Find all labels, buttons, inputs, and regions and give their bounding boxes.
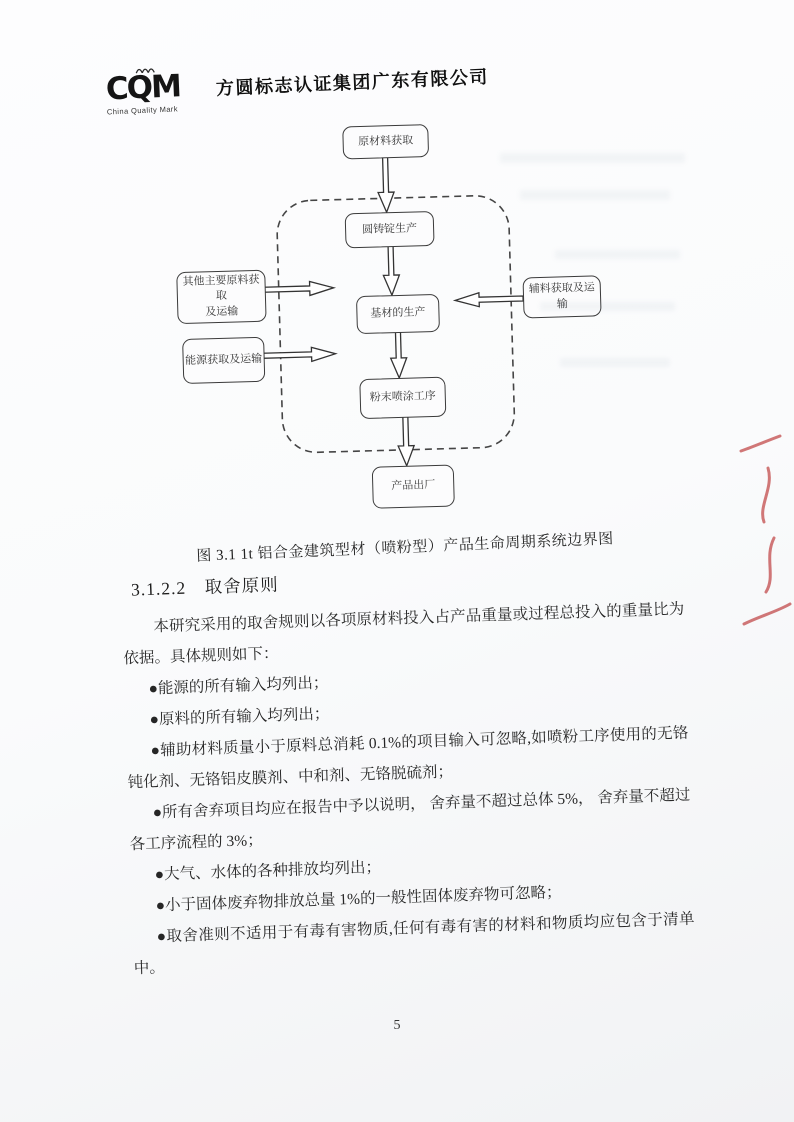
figure-caption: 图 3.1 1t 铝合金建筑型材（喷粉型）产品生命周期系统边界图 [196,531,615,565]
cqm-logo [105,70,205,116]
logo-acronym: CQM [105,68,181,108]
node-auxiliary-materials-transport: 辅料获取及运输 [522,275,601,318]
red-ink-marks [736,426,794,644]
bleed-through-artifact [520,190,670,200]
bullet-item: ●能源的所有输入均列出； [148,674,329,698]
arrow-down-1 [377,156,395,212]
arrow-right-other-materials [264,281,334,297]
node-round-ingot-production: 圆铸锭生产 [345,211,435,248]
company-header [105,54,586,117]
bleed-through-artifact [560,358,670,367]
bleed-through-artifact [540,302,675,311]
company-name: 方圆标志认证集团广东有限公司 [215,66,490,99]
node-raw-material-acquisition: 原材料获取 [342,124,429,159]
bullet-item: ●辅助材料质量小于原料总消耗 0.1%的项目输入可忽略,如喷粉工序使用的无铬钝化剂、无铬铝皮膜剂、中和剂、无铬脱硫剂； [127,724,689,792]
bleed-through-artifact [500,153,685,163]
page-number: 5 [393,1018,401,1033]
bullet-item: ●大气、水体的各种排放均列出； [154,858,382,884]
arrow-right-energy [262,347,335,363]
node-base-material-production: 基材的生产 [356,294,440,334]
section-body [122,594,696,984]
node-other-main-materials-transport: 其他主要原料获取 及运输 [176,270,266,324]
section-heading: 3.1.2.2 取舍原则 [130,574,279,600]
bullet-item: ●所有舍弃项目均应在报告中予以说明， 舍弃量不超过总体 5%， 舍弃量不超过各工序流程的 3%； [129,786,691,854]
crown-icon [135,64,157,74]
intro-paragraph: 本研究采用的取舍规则以各项原材料投入占产品重量或过程总投入的重量比为依据。具体规则如下： [123,600,685,668]
lifecycle-flowchart [124,111,671,556]
bleed-through-artifact [555,250,680,259]
bullet-item: ●取舍准则不适用于有毒有害物质,任何有毒有害的材料和物质均应包含于清单中。 [133,910,695,978]
node-energy-acquisition-transport: 能源获取及运输 [182,337,265,384]
arrow-left-auxiliary [455,291,523,307]
bullet-item: ●原料的所有输入均列出； [149,705,330,729]
node-product-shipment: 产品出厂 [372,464,455,508]
arrow-down-2 [383,245,400,295]
bullet-item: ●小于固体废弃物排放总量 1%的一般性固体废弃物可忽略； [155,884,562,915]
arrow-down-3 [390,331,407,378]
logo-tagline: China Quality Mark [106,104,179,117]
arrow-down-4 [397,416,414,466]
node-powder-coating-process: 粉末喷涂工序 [359,377,446,419]
